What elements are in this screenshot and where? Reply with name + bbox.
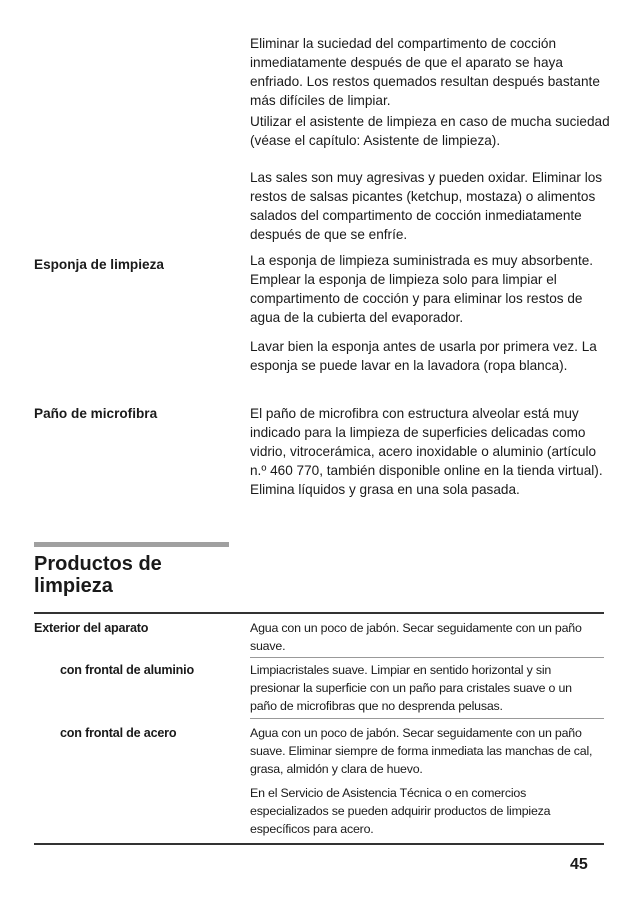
page-number: 45 bbox=[570, 856, 588, 873]
table-row-text: Agua con un poco de jabón. Secar seguidamente con un paño suave. bbox=[250, 621, 582, 653]
table-row-divider bbox=[250, 718, 604, 719]
microfiber-label: Paño de microfibra bbox=[34, 406, 158, 421]
microfiber-paragraph: El paño de microfibra con estructura alveolar está muy indicado para la limpieza de superficies delicadas como vidrio, vitrocerámica, acero inoxidable o aluminio (artículo n.º 460 770, también disponible online en la tienda virtual). Elimina líquidos y grasa en una sola pasada. bbox=[250, 406, 603, 497]
sponge-label: Esponja de limpieza bbox=[34, 257, 164, 272]
section-rule bbox=[34, 542, 229, 547]
table-row-label: con frontal de acero bbox=[60, 726, 177, 740]
table-bottom-rule bbox=[34, 843, 604, 845]
sponge-paragraph-2: Lavar bien la esponja antes de usarla por primera vez. La esponja se puede lavar en la lavadora (ropa blanca). bbox=[250, 339, 597, 373]
table-row-text: Agua con un poco de jabón. Secar seguidamente con un paño suave. Eliminar siempre de forma inmediata las manchas de cal, grasa, almidón y clara de huevo. bbox=[250, 726, 593, 776]
table-row-text: Limpiacristales suave. Limpiar en sentido horizontal y sin presionar la superficie con un paño para cristales suave o un paño de microfibras que no desprenda pelusas. bbox=[250, 663, 572, 713]
intro-paragraph-3: Las sales son muy agresivas y pueden oxidar. Eliminar los restos de salsas picantes (ketchup, mostaza) o alimentos salados del compartimento de cocción inmediatamente después de que se enfríe. bbox=[250, 170, 603, 242]
table-row-text-continued: En el Servicio de Asistencia Técnica o en comercios especializados se pueden adquirir productos de limpieza específicos para acero. bbox=[250, 786, 551, 836]
sponge-paragraph-1: La esponja de limpieza suministrada es muy absorbente. Emplear la esponja de limpieza solo para limpiar el compartimento de cocción y para eliminar los restos de agua de la cubierta del evaporador. bbox=[250, 253, 594, 325]
table-row-label: Exterior del aparato bbox=[34, 621, 149, 635]
table-top-rule bbox=[34, 612, 604, 614]
intro-paragraph-2: Utilizar el asistente de limpieza en caso de mucha suciedad (véase el capítulo: Asistente de limpieza). bbox=[250, 114, 610, 148]
table-row-divider bbox=[250, 657, 604, 658]
table-row-label: con frontal de aluminio bbox=[60, 663, 194, 677]
section-title: Productos de limpieza bbox=[34, 553, 162, 597]
intro-paragraph-1: Eliminar la suciedad del compartimento de cocción inmediatamente después de que el aparato se haya enfriado. Los restos quemados resultan después bastante más difíciles de limpiar. bbox=[250, 36, 600, 108]
